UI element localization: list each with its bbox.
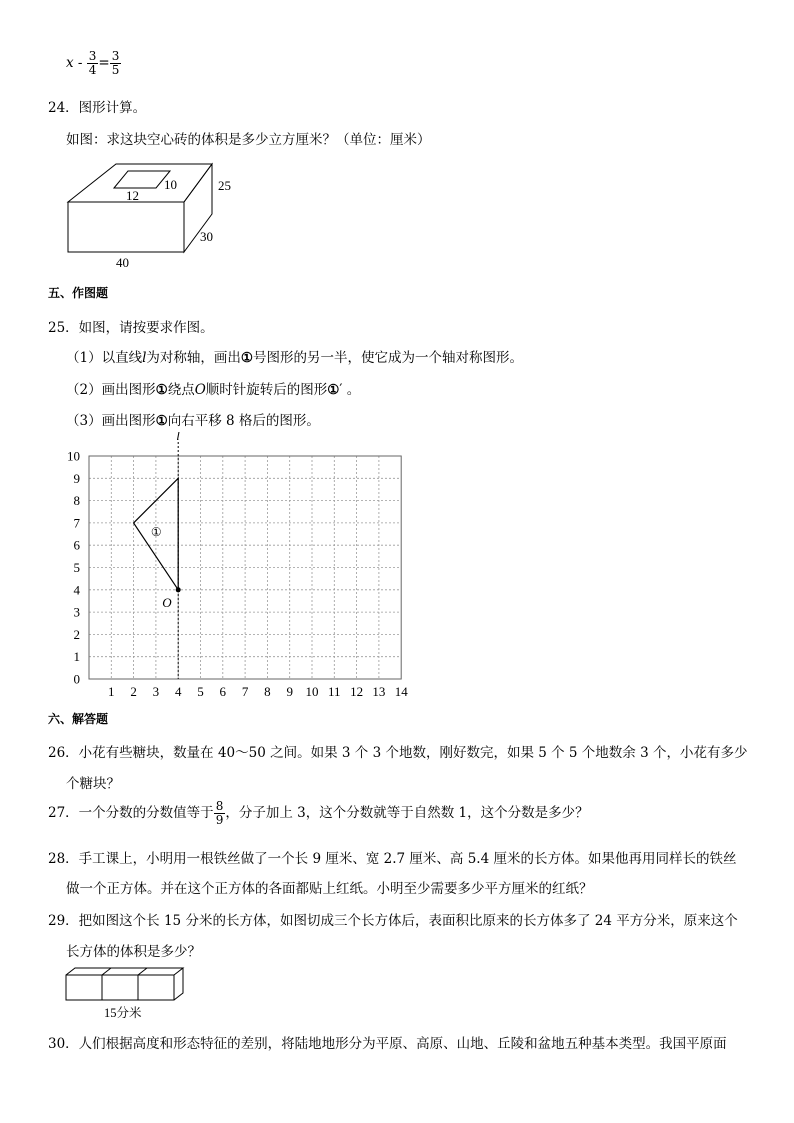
- q30-line1: 30．人们根据高度和形态特征的差别，将陆地地形分为平原、高原、山地、丘陵和盆地五种基本类型。我国平原面: [48, 1036, 727, 1052]
- y-tick-label: 4: [73, 582, 80, 598]
- section6-title: 六、解答题: [48, 712, 109, 726]
- q25-item1: （1）以直线l为对称轴，画出①号图形的另一半，使它成为一个轴对称图形。: [66, 350, 524, 366]
- x-tick-label: 8: [264, 684, 271, 699]
- point-o: [176, 587, 181, 592]
- q25-item2: （2）画出图形①绕点O顺时针旋转后的图形①′ 。: [66, 382, 361, 398]
- x-tick-label: 13: [372, 684, 386, 699]
- cuboid-part-1: [66, 975, 102, 1000]
- coordinate-grid: [60, 432, 410, 707]
- x-tick-label: 6: [219, 684, 227, 699]
- label-hole-width: 12: [126, 188, 139, 203]
- x-tick-label: 10: [305, 684, 319, 699]
- point-o-ref: O: [194, 382, 206, 398]
- y-tick-label: 3: [73, 604, 80, 620]
- y-tick-label: 1: [73, 649, 80, 665]
- equation-minus: -: [77, 55, 83, 71]
- cuboid-part-3: [138, 975, 174, 1000]
- q24-prompt: 如图：求这块空心砖的体积是多少立方厘米？（单位：厘米）: [66, 132, 431, 148]
- line-l-ref: l: [142, 350, 147, 366]
- cuboid-side: [174, 968, 183, 1000]
- x-tick-label: 3: [152, 684, 160, 699]
- q29-line1: 29．把如图这个长 15 分米的长方体，如图切成三个长方体后，表面积比原来的长方体多了 24 平方分米，原来这个: [48, 913, 738, 929]
- fraction-three-fifths: $\frac{3}{5}$: [111, 49, 120, 77]
- x-tick-label: 1: [108, 684, 115, 699]
- y-tick-label: 0: [73, 671, 80, 687]
- y-tick-label: 5: [73, 560, 80, 575]
- q28-line2: 做一个正方体。并在这个正方体的各面都贴上红纸。小明至少需要多少平方厘米的红纸？: [66, 881, 593, 897]
- q27: 27．一个分数的分数值等于 $\frac{8}{9}$ ，分子加上 3，这个分数就等于自然数 1，这个分数是多少？: [48, 799, 589, 827]
- hollow-brick-figure: [60, 160, 250, 272]
- x-tick-label: 11: [328, 684, 341, 699]
- x-tick-label: 7: [241, 684, 249, 699]
- x-tick-label: 9: [286, 684, 293, 699]
- fraction-three-quarters: $\frac{3}{4}$: [88, 49, 97, 77]
- q28-line1: 28．手工课上，小明用一根铁丝做了一个长 9 厘米、宽 2.7 厘米、高 5.4 厘米的长方体。如果他再用同样长的铁丝: [48, 851, 737, 867]
- label-hole-depth: 10: [164, 177, 177, 192]
- label-height: 25: [218, 178, 231, 193]
- brick-top-face: [68, 164, 212, 202]
- x-tick-label: 14: [394, 684, 408, 699]
- symmetry-axis-label: l: [176, 432, 180, 443]
- q26-line1: 26．小花有些糖块，数量在 40～50 之间。如果 3 个 3 个地数，刚好数完，如果 5 个 5 个地数余 3 个，小花有多少: [48, 745, 748, 761]
- y-tick-label: 6: [73, 537, 80, 553]
- y-tick-label: 10: [67, 448, 80, 464]
- cuboid-three-parts-figure: [62, 964, 197, 1020]
- point-o-label: O: [162, 594, 172, 610]
- cuboid-length-label: 15分米: [104, 1006, 142, 1020]
- q25-title: 25．如图，请按要求作图。: [48, 320, 214, 336]
- brick-front-face: [68, 202, 184, 252]
- equation-equals: =: [98, 55, 110, 71]
- y-tick-label: 7: [73, 515, 80, 531]
- cuboid-part-2: [102, 975, 138, 1000]
- y-tick-label: 8: [73, 493, 80, 509]
- q29-line2: 长方体的体积是多少？: [66, 944, 201, 960]
- section5-title: 五、作图题: [48, 286, 109, 300]
- q24-title: 24．图形计算。: [48, 100, 147, 116]
- label-depth: 30: [200, 229, 213, 244]
- y-tick-label: 2: [73, 626, 80, 642]
- y-tick-label: 9: [73, 470, 80, 486]
- label-length: 40: [116, 255, 129, 270]
- equation-variable: x: [66, 55, 74, 71]
- x-tick-label: 12: [350, 684, 364, 699]
- x-tick-label: 2: [130, 684, 137, 699]
- q26-line2: 个糖块？: [66, 776, 120, 792]
- x-tick-label: 5: [197, 684, 204, 699]
- q25-item3: （3）画出图形①向右平移 8 格后的图形。: [66, 413, 320, 429]
- x-tick-label: 4: [174, 684, 182, 699]
- triangle-label: ①: [150, 524, 162, 539]
- cuboid-top: [66, 968, 183, 975]
- brick-hole: [114, 171, 170, 188]
- fraction-eight-ninths: $\frac{8}{9}$: [215, 799, 224, 827]
- equation: [66, 50, 121, 77]
